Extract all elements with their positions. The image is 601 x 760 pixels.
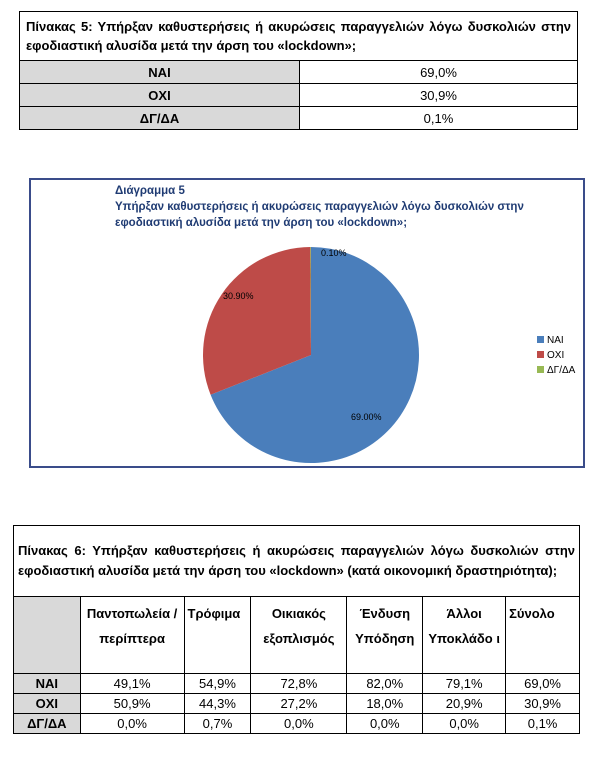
chart-title: Διάγραμμα 5 — [115, 185, 185, 197]
table-cell: 0,0% — [423, 714, 506, 734]
table-header-row — [14, 597, 580, 674]
row-value: 0,1% — [300, 107, 578, 130]
table-row — [20, 84, 578, 107]
legend-swatch — [537, 336, 544, 343]
table-6 — [13, 525, 580, 734]
table-cell: 0,0% — [80, 714, 184, 734]
table-cell: 79,1% — [423, 674, 506, 694]
header-corner — [14, 597, 81, 674]
table-5-caption: Πίνακας 5: Υπήρξαν καθυστερήσεις ή ακυρώσεις παραγγελιών λόγω δυσκολιών στην εφοδιαστική αλυσίδα μετά την άρση του «lockdown»; — [20, 12, 578, 61]
legend-label: ΔΓ/ΔΑ — [547, 365, 576, 376]
row-value: 30,9% — [300, 84, 578, 107]
chart-subtitle-line-2: εφοδιαστική αλυσίδα μετά την άρση του «lockdown»; — [115, 217, 408, 229]
chart-subtitle-line-1: Υπήρξαν καθυστερήσεις ή ακυρώσεις παραγγελιών λόγω δυσκολιών στην — [115, 201, 524, 213]
row-value: 69,0% — [300, 61, 578, 84]
legend-swatch — [537, 366, 544, 373]
table-row — [14, 674, 580, 694]
legend-item — [537, 365, 575, 376]
table-row — [14, 694, 580, 714]
row-label: ΟΧΙ — [20, 84, 300, 107]
row-label: ΝΑΙ — [14, 674, 81, 694]
pie-data-label: 69.00% — [351, 412, 382, 422]
table-cell: 0,0% — [347, 714, 423, 734]
table-cell: 82,0% — [347, 674, 423, 694]
legend-item — [537, 335, 564, 346]
table-cell: 54,9% — [184, 674, 251, 694]
table-5 — [19, 11, 578, 130]
table-row — [20, 107, 578, 130]
row-label: ΟΧΙ — [14, 694, 81, 714]
table-cell: 18,0% — [347, 694, 423, 714]
pie-data-label: 0.10% — [321, 248, 347, 258]
column-header: Ένδυση Υπόδηση — [347, 597, 423, 674]
legend-item — [537, 350, 564, 361]
table-row — [20, 61, 578, 84]
table-cell: 69,0% — [506, 674, 580, 694]
table-cell: 20,9% — [423, 694, 506, 714]
column-header: Τρόφιμα — [184, 597, 251, 674]
column-header: Οικιακός εξοπλισμός — [251, 597, 347, 674]
column-header: Παντοπωλεία / περίπτερα — [80, 597, 184, 674]
table-cell: 72,8% — [251, 674, 347, 694]
table-cell: 0,1% — [506, 714, 580, 734]
table-6-caption: Πίνακας 6: Υπήρξαν καθυστερήσεις ή ακυρώσεις παραγγελιών λόγω δυσκολιών στην εφοδιαστική αλυσίδα μετά την άρση του «lockdown» (κατά οικονομική δραστηριότητα); — [14, 526, 580, 597]
table-cell: 0,0% — [251, 714, 347, 734]
table-cell: 27,2% — [251, 694, 347, 714]
table-cell: 50,9% — [80, 694, 184, 714]
table-row — [14, 714, 580, 734]
table-cell: 0,7% — [184, 714, 251, 734]
pie-data-label: 30.90% — [223, 291, 254, 301]
pie-chart — [29, 178, 585, 468]
row-label: ΝΑΙ — [20, 61, 300, 84]
row-label: ΔΓ/ΔΑ — [20, 107, 300, 130]
legend-label: ΟΧΙ — [547, 350, 565, 361]
legend-label: ΝΑΙ — [547, 335, 564, 346]
column-header: Σύνολο — [506, 597, 580, 674]
table-cell: 30,9% — [506, 694, 580, 714]
legend-swatch — [537, 351, 544, 358]
column-header: Άλλοι Υποκλάδο ι — [423, 597, 506, 674]
row-label: ΔΓ/ΔΑ — [14, 714, 81, 734]
table-cell: 49,1% — [80, 674, 184, 694]
table-cell: 44,3% — [184, 694, 251, 714]
pie-plot — [31, 180, 583, 466]
